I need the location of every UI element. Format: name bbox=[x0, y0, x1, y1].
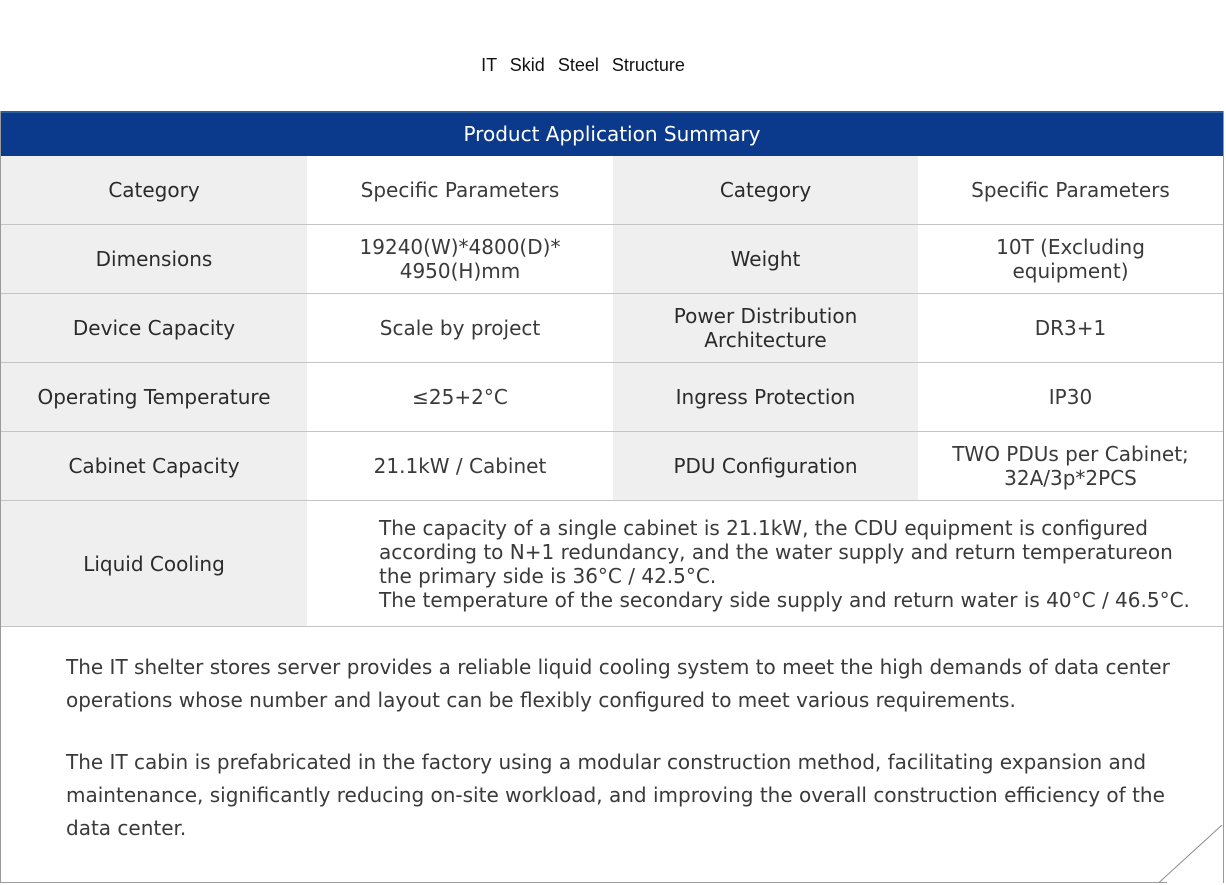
panel-bottom-border bbox=[1, 882, 1167, 883]
row-label: Dimensions bbox=[1, 225, 307, 293]
row-label: Ingress Protection bbox=[613, 363, 918, 431]
row-label: Operating Temperature bbox=[1, 363, 307, 431]
table-row bbox=[1, 432, 1223, 501]
summary-panel bbox=[0, 111, 1224, 883]
row-value-text: 10T (Excluding equipment) bbox=[996, 235, 1145, 283]
table-row-liquid-cooling bbox=[1, 501, 1223, 627]
row-value-text: TWO PDUs per Cabinet; 32A/3p*2PCS bbox=[952, 442, 1189, 490]
row-value: ≤25+2°C bbox=[307, 363, 613, 431]
row-value bbox=[307, 225, 613, 293]
row-value bbox=[918, 432, 1223, 500]
liquid-cooling-line: The capacity of a single cabinet is 21.1kW, the CDU equipment is configured according to N+1 redundancy, and the water supply and return temperatureon the primary side is 36°C / 42.5°C. bbox=[379, 515, 1173, 588]
table-header-row bbox=[1, 156, 1223, 225]
row-value-text: 19240(W)*4800(D)* 4950(H)mm bbox=[359, 235, 561, 283]
folded-corner-decoration bbox=[1159, 825, 1223, 883]
row-value: IP30 bbox=[918, 363, 1223, 431]
row-value bbox=[307, 501, 1223, 626]
page-title: IT Skid Steel Structure bbox=[481, 55, 685, 75]
summary-table bbox=[1, 156, 1223, 627]
row-label: Weight bbox=[613, 225, 918, 293]
row-label: Liquid Cooling bbox=[1, 501, 307, 626]
row-label bbox=[613, 294, 918, 362]
table-row bbox=[1, 294, 1223, 363]
row-value: 21.1kW / Cabinet bbox=[307, 432, 613, 500]
table-row bbox=[1, 225, 1223, 294]
header-category: Category bbox=[1, 156, 307, 224]
row-label: PDU Configuration bbox=[613, 432, 918, 500]
header-category: Category bbox=[613, 156, 918, 224]
description-paragraph: The IT cabin is prefabricated in the factory using a modular construction method, facilitating expansion and maintenance, significantly reducing on-site workload, and improving the overall construction efficiency of the data center. bbox=[66, 750, 1165, 840]
table-heading: Product Application Summary bbox=[1, 111, 1223, 156]
description-paragraph: The IT shelter stores server provides a reliable liquid cooling system to meet the high demands of data center operations whose number and layout can be flexibly configured to meet various requirements. bbox=[66, 655, 1170, 712]
row-label: Device Capacity bbox=[1, 294, 307, 362]
header-parameters: Specific Parameters bbox=[918, 156, 1223, 224]
row-label: Cabinet Capacity bbox=[1, 432, 307, 500]
row-value: DR3+1 bbox=[918, 294, 1223, 362]
row-value: Scale by project bbox=[307, 294, 613, 362]
liquid-cooling-line: The temperature of the secondary side supply and return water is 40°C / 46.5°C. bbox=[379, 587, 1190, 612]
row-label-text: Power Distribution Architecture bbox=[673, 304, 858, 352]
header-parameters: Specific Parameters bbox=[307, 156, 613, 224]
table-row bbox=[1, 363, 1223, 432]
row-value bbox=[918, 225, 1223, 293]
